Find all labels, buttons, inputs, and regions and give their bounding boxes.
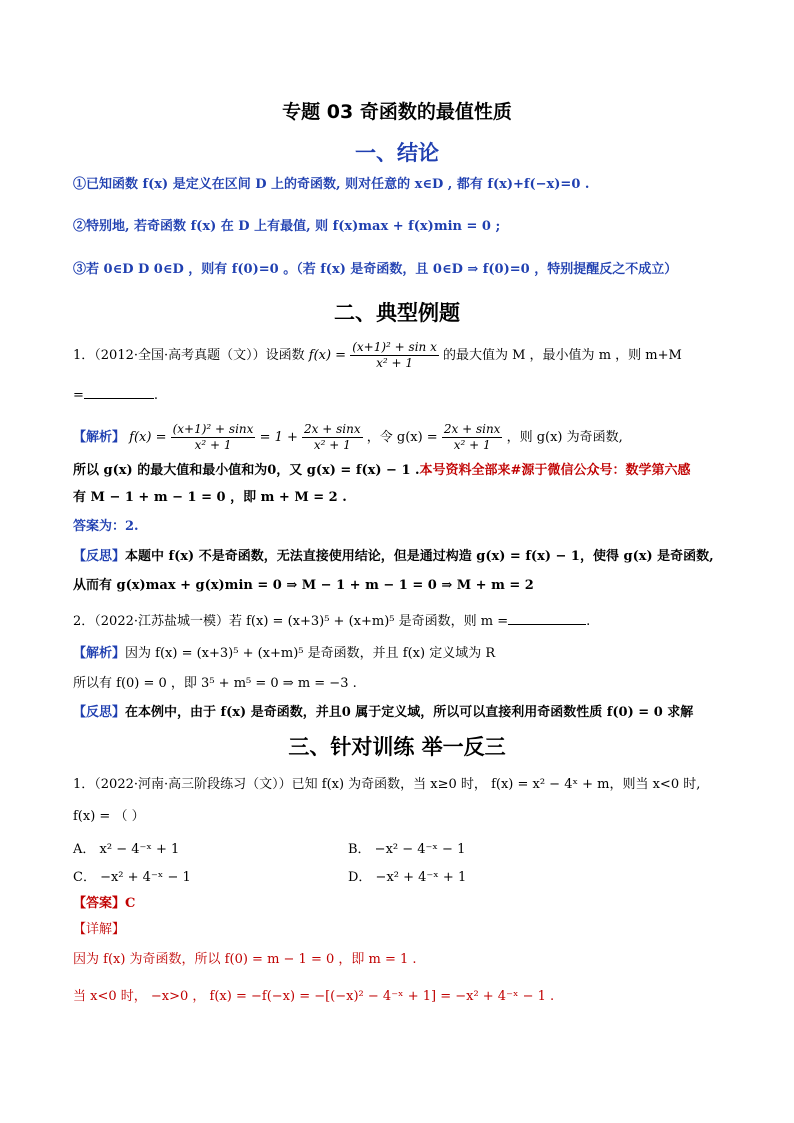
reflection-tag: 【反思】 — [73, 549, 126, 564]
analysis-fraction-2 — [302, 422, 363, 453]
example-2-answer-blank — [508, 612, 586, 625]
training-1-option-b: B． −x² − 4⁻ˣ − 1 — [348, 842, 466, 857]
example-2-analysis-line-2: 所以有 f(0) = 0 ，即 3⁵ + m⁵ = 0 ⇒ m = −3 . — [73, 676, 357, 691]
example-1-analysis-line-1 — [73, 422, 623, 453]
example-1-blank-line — [73, 386, 158, 405]
example-2-analysis-tag: 【解析】 — [73, 646, 126, 661]
section-heading-training: 三、针对训练 举一反三 — [288, 735, 506, 759]
watermark-text: 本号资料全部来#源于微信公众号：数学第六感 — [419, 463, 691, 478]
analysis-fraction-3 — [442, 422, 503, 453]
example-1-reflection-line-2: 从而有 g(x)max + g(x)min = 0 ⇒ M − 1 + m − 1 = 0 ⇒ M + m = 2 — [73, 578, 534, 593]
conclusion-item-3: ③若 0∈D D 0∈D ，则有 f(0)=0 。（若 f(x) 是奇函数，且 0∈D ⇒ f(0)=0 ，特别提醒反之不成立） — [73, 262, 678, 277]
example-2-question — [73, 612, 590, 631]
example-1-answer-blank — [84, 386, 154, 399]
analysis-fx: f(x) = — [129, 430, 167, 445]
training-1-option-a: A． x² − 4⁻ˣ + 1 — [73, 842, 180, 857]
training-1-answer: 【答案】C — [73, 896, 136, 911]
analysis-denominator-2: x² + 1 — [313, 438, 351, 452]
example-1-fx: f(x) = — [308, 348, 347, 363]
example-2-reflection — [73, 704, 693, 722]
conclusion-item-2: ②特别地, 若奇函数 f(x) 在 D 上有最值, 则 f(x)max + f(x)min = 0 ; — [73, 219, 501, 234]
example-1-answer: 答案为：2. — [73, 519, 139, 534]
analysis-equals-one-plus: = 1 + — [259, 430, 298, 445]
example-1-analysis-line-3: 有 M − 1 + m − 1 = 0 ，即 m + M = 2 . — [73, 490, 347, 505]
example-1-analysis-line-2 — [73, 462, 690, 480]
example-1-eq: = — [73, 388, 84, 403]
example-2-analysis-text: 因为 f(x) = (x+3)⁵ + (x+m)⁵ 是奇函数，并且 f(x) 定义域为 R — [125, 646, 496, 661]
analysis-denominator-1: x² + 1 — [194, 438, 232, 452]
example-1-denominator: x² + 1 — [376, 356, 413, 370]
example-2-text: 2．（2022·江苏盐城一模）若 f(x) = (x+3)⁵ + (x+m)⁵ 是奇函数，则 m = — [73, 614, 509, 629]
example-1-reflection-line-1 — [73, 548, 714, 566]
analysis-line-2-text: 所以 g(x) 的最大值和最小值和为0，又 g(x) = f(x) − 1 . — [73, 463, 420, 478]
conclusion-item-1: ①已知函数 f(x) 是定义在区间 D 上的奇函数, 则对任意的 x∈D , 都有 f(x)+f(−x)=0 . — [73, 177, 590, 192]
example-1-numerator: (x+1)² + sin x — [352, 340, 437, 354]
section-heading-examples: 二、典型例题 — [334, 301, 460, 325]
example-2-analysis-line-1 — [73, 645, 495, 663]
reflection-text-1: 本题中 f(x) 不是奇函数，无法直接使用结论，但是通过构造 g(x) = f(x) − 1，使得 g(x) 是奇函数, — [125, 549, 714, 564]
analysis-numerator-2: 2x + sinx — [304, 422, 361, 436]
analysis-tail: ，则 g(x) 为奇函数, — [506, 430, 623, 445]
analysis-numerator-3: 2x + sinx — [443, 422, 501, 436]
example-1-prefix: 1．（2012·全国·高考真题（文））设函数 — [73, 348, 305, 363]
training-1-solution-line-1: 因为 f(x) 为奇函数，所以 f(0) = m − 1 = 0 ，即 m = 1 . — [73, 952, 417, 967]
example-1-question — [73, 340, 682, 371]
training-1-option-c: C． −x² + 4⁻ˣ − 1 — [73, 870, 191, 885]
example-2-reflection-tag: 【反思】 — [73, 705, 126, 720]
analysis-numerator-1: (x+1)² + sinx — [172, 422, 254, 436]
training-1-question-line-2: f(x) = （ ） — [73, 809, 145, 824]
analysis-denominator-3: x² + 1 — [453, 438, 491, 452]
analysis-fraction-1 — [171, 422, 256, 453]
training-1-detail-tag: 【详解】 — [73, 922, 126, 937]
training-1-option-d: D． −x² + 4⁻ˣ + 1 — [348, 870, 467, 885]
section-heading-conclusion: 一、结论 — [355, 141, 439, 165]
example-1-period: . — [153, 388, 159, 403]
example-2-reflection-text: 在本例中，由于 f(x) 是奇函数，并且0 属于定义域，所以可以直接利用奇函数性质 f(0) = 0 求解 — [125, 705, 694, 720]
page-title: 专题 03 奇函数的最值性质 — [282, 101, 512, 123]
training-1-solution-line-2: 当 x<0 时， −x>0 ， f(x) = −f(−x) = −[(−x)² − 4⁻ˣ + 1] = −x² + 4⁻ˣ − 1 . — [73, 989, 555, 1004]
example-1-fraction — [350, 340, 439, 371]
analysis-tag: 【解析】 — [73, 430, 126, 445]
analysis-let: ，令 g(x) = — [366, 430, 438, 445]
example-2-period: . — [586, 614, 591, 629]
example-1-suffix: 的最大值为 M ，最小值为 m ，则 m+M — [442, 348, 682, 363]
training-1-question-line-1: 1．（2022·河南·高三阶段练习（文））已知 f(x) 为奇函数，当 x≥0 时， f(x) = x² − 4ˣ + m，则当 x<0 时, — [73, 777, 701, 792]
